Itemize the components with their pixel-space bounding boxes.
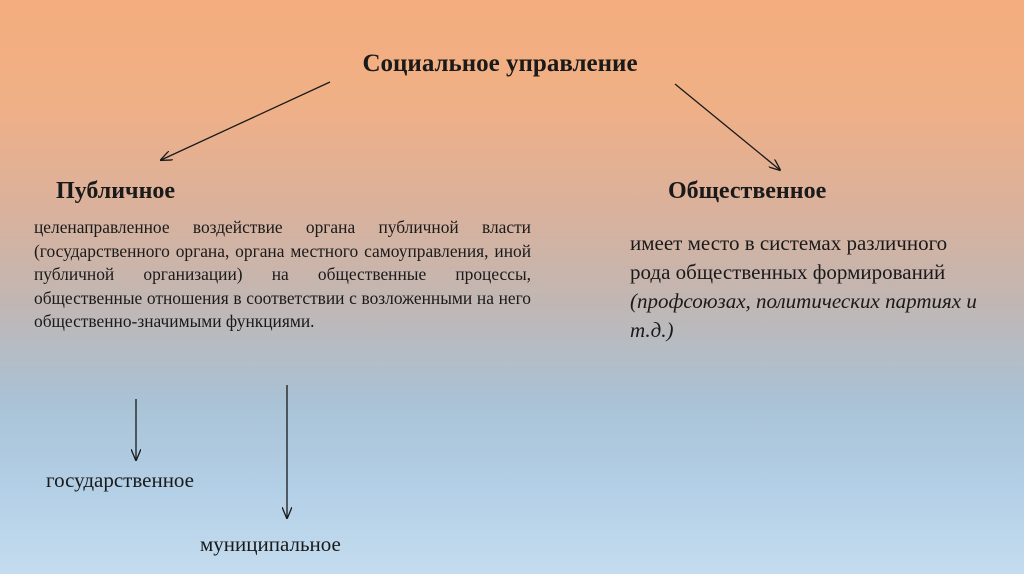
arrow-to-public [161, 82, 330, 160]
public-description: целенаправленное воздействие органа публичной власти (государственного органа, органа местного самоуправления, иной публичной организации) на общественные процессы, общественные отношения в соответствии с возложенными на него общественно-значимыми функциями. [34, 217, 531, 331]
arrow-to-social [675, 84, 780, 170]
municipal-label: муниципальное [200, 532, 341, 556]
diagram-title: Социальное управление [362, 50, 638, 77]
social-heading: Общественное [668, 178, 827, 204]
social-description-italic: (профсоюзах, политических партиях и т.д.) [630, 289, 977, 342]
social-description-plain: имеет место в системах различного рода общественных формирований [630, 231, 948, 284]
public-heading: Публичное [56, 178, 176, 204]
state-label: государственное [46, 468, 195, 492]
